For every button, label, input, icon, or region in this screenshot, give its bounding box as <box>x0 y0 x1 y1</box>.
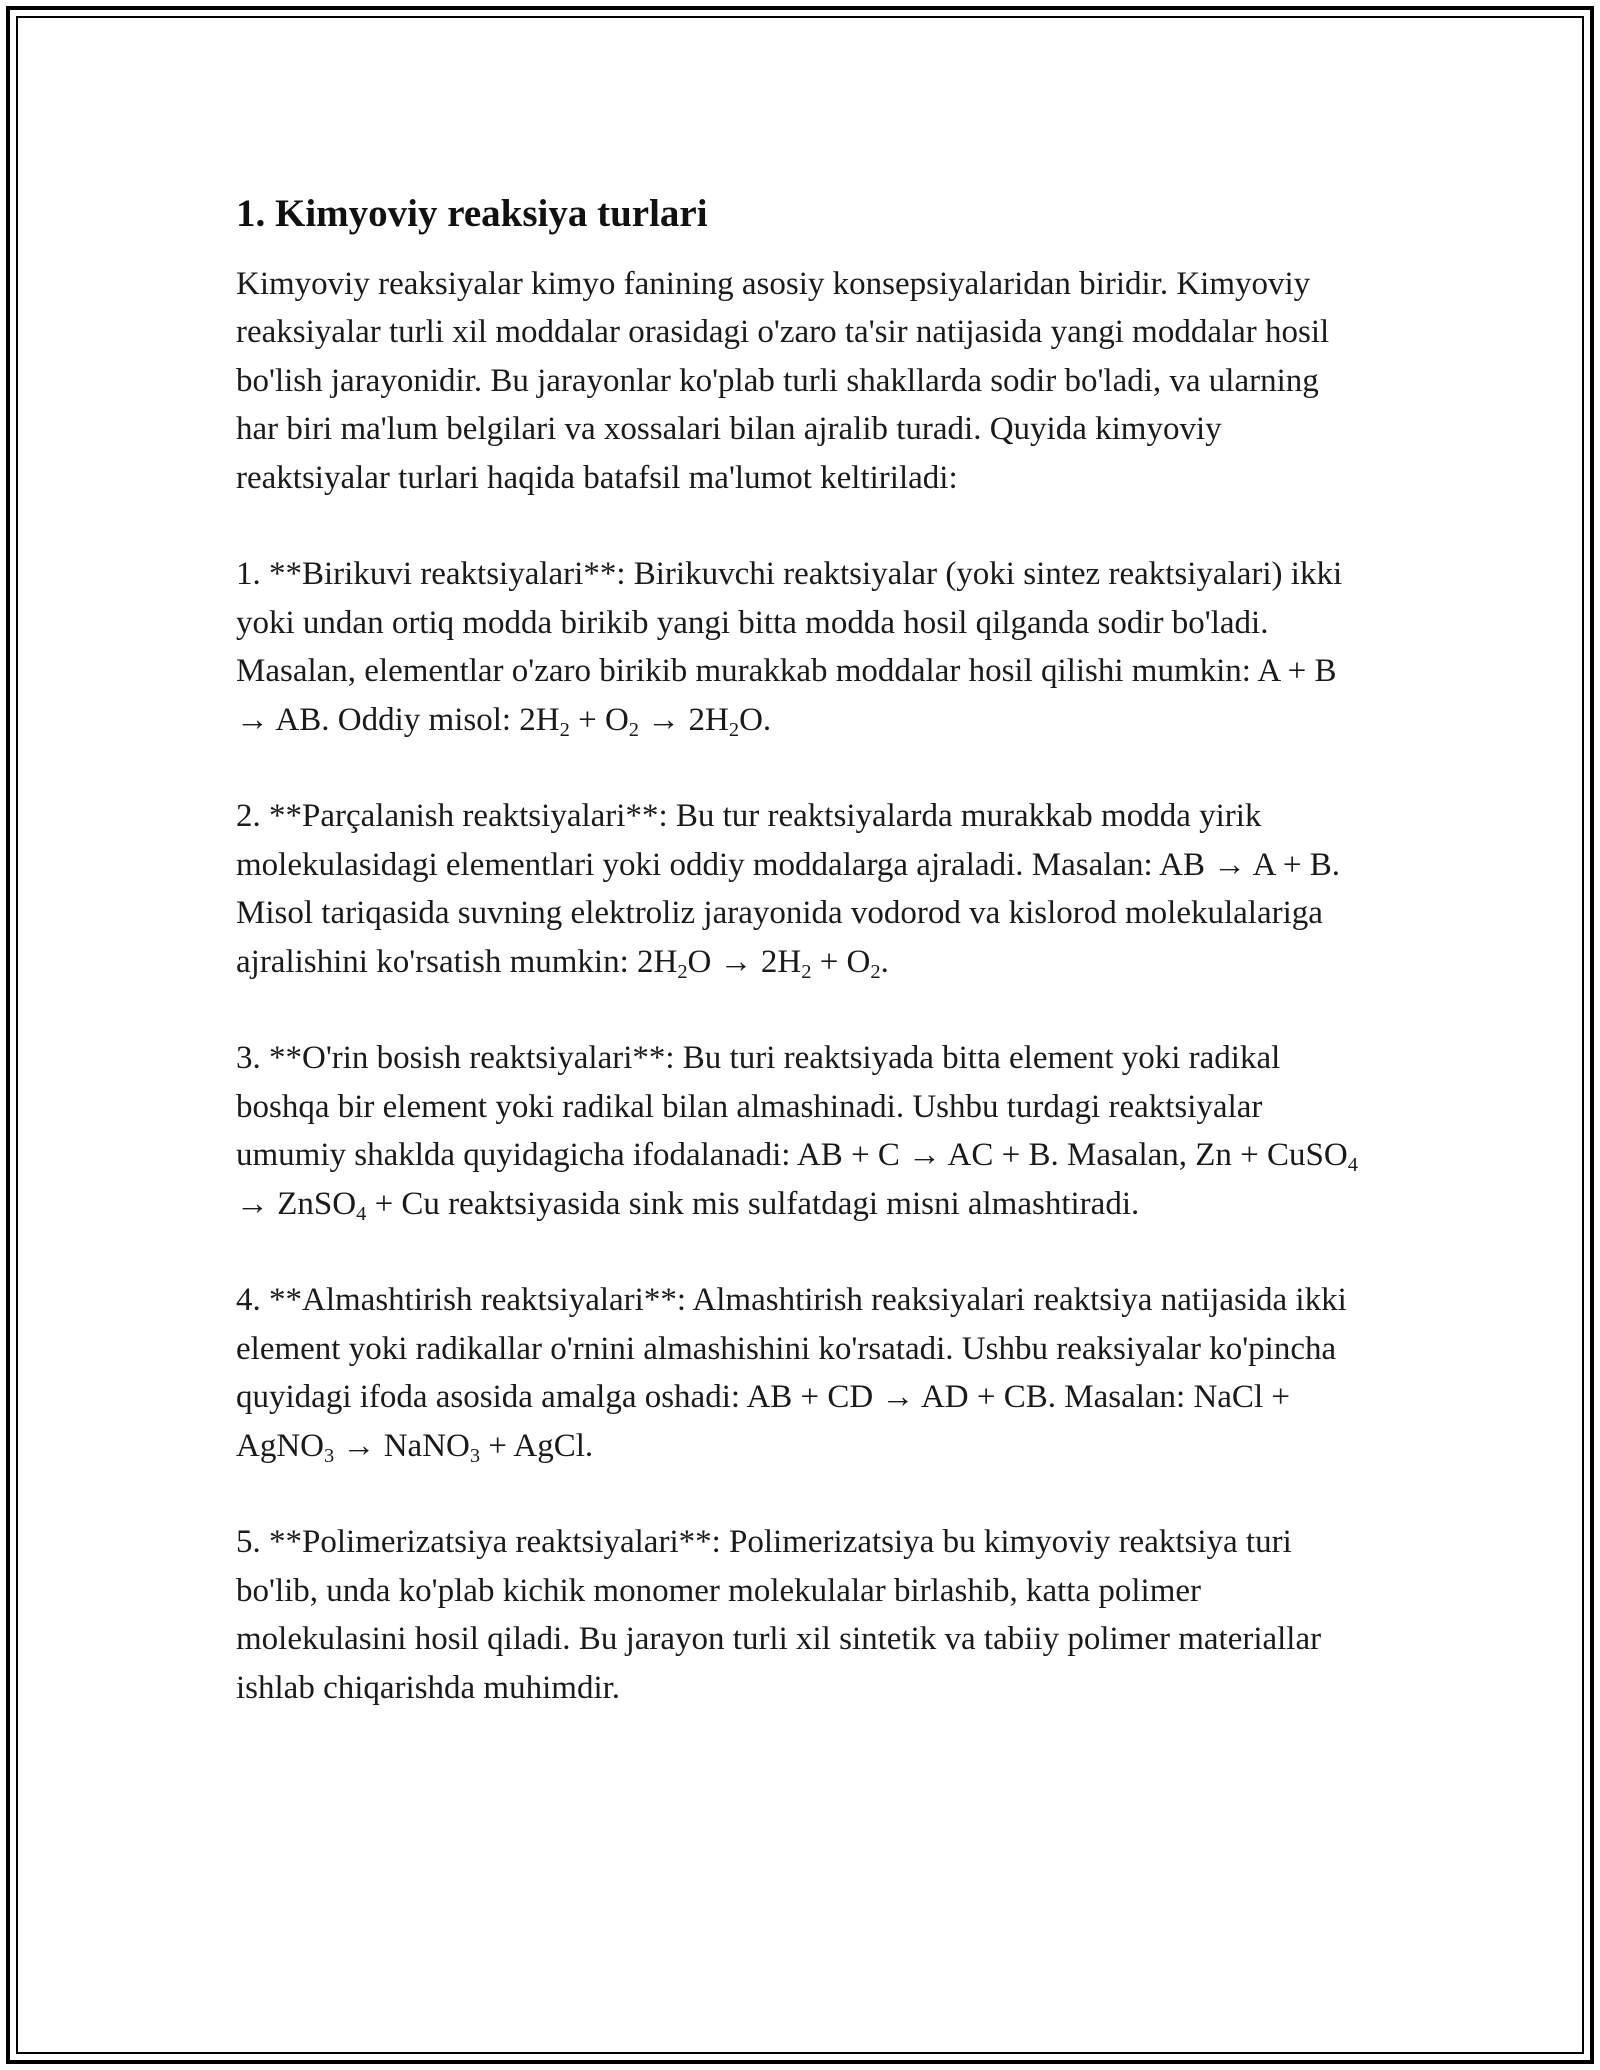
formula-subscript: 4 <box>356 1202 367 1225</box>
paragraph-text: 1. **Birikuvi reaktsiyalari**: Birikuvchi reaktsiyalar (yoki sintez reaktsiyalari) ikki yoki undan ortiq modda birikib yangi bitta modda hosil qilganda sodir bo'ladi. Masalan, elementlar o'zaro birikib murakkab moddalar hosil qilishi mumkin: A + B → AB. Oddiy misol: 2H <box>236 556 1343 738</box>
intro-paragraph <box>236 260 1366 502</box>
paragraph-text: → NaNO <box>334 1427 470 1464</box>
paragraph-polimerizatsiya <box>236 1518 1366 1712</box>
paragraph-text: → 2H <box>639 701 729 738</box>
formula-subscript: 3 <box>324 1444 335 1467</box>
formula-subscript: 2 <box>728 718 740 741</box>
paragraph-birikuvi <box>236 550 1366 744</box>
paragraph-text: + Cu reaktsiyasida sink mis sulfatdagi misni almashtiradi. <box>366 1185 1140 1222</box>
paragraph-text: 5. **Polimerizatsiya reaktsiyalari**: Polimerizatsiya bu kimyoviy reaktsiya turi bo'lib, unda ko'plab kichik monomer molekulalar birlashib, katta polimer molekulasini hosil qiladi. Bu jarayon turli xil sintetik va tabiiy polimer materiallar ishlab chiqarishda muhimdir. <box>236 1524 1322 1706</box>
document-body <box>236 186 1366 1761</box>
paragraph-text: + O <box>569 701 629 738</box>
paragraph-orin-bosish <box>236 1034 1366 1228</box>
paragraph-parcalanish <box>236 792 1366 986</box>
formula-subscript: 2 <box>559 718 570 741</box>
formula-subscript: 2 <box>801 960 812 983</box>
formula-subscript: 3 <box>469 1444 481 1467</box>
paragraph-text: 3. **O'rin bosish reaktsiyalari**: Bu turi reaktsiyada bitta element yoki radikal boshqa bir element yoki radikal bilan almashinadi. Ushbu turdagi reaktsiyalar umumiy shaklda quyidagicha ifodalanadi: AB + C → AC + B. Masalan, Zn + CuSO <box>236 1040 1348 1174</box>
paragraph-text: 4. **Almashtirish reaktsiyalari**: Almashtirish reaksiyalari reaktsiya natijasida ikki element yoki radikallar o'rnini almashishini ko'rsatadi. Ushbu reaksiyalar ko'pincha quyidagi ifoda asosida amalga oshadi: AB + CD → AD + CB. Masalan: NaCl + AgNO <box>236 1282 1347 1464</box>
formula-subscript: 2 <box>870 960 881 983</box>
paragraph-text: O. <box>739 701 772 738</box>
formula-subscript: 4 <box>1347 1154 1358 1177</box>
formula-subscript: 2 <box>628 718 640 741</box>
paragraph-text: + AgCl. <box>480 1427 594 1464</box>
paragraph-text: O → 2H <box>687 943 802 980</box>
paragraph-text: + O <box>811 943 871 980</box>
paragraph-text: Kimyoviy reaksiyalar kimyo fanining asosiy konsepsiyalaridan biridir. Kimyoviy reaksiyalar turli xil moddalar orasidagi o'zaro ta'sir natijasida yangi moddalar hosil bo'lish jarayonidir. Bu jarayonlar ko'plab turli shakllarda sodir bo'ladi, va ularning har biri ma'lum belgilari va xossalari bilan ajralib turadi. Quyida kimyoviy reaktsiyalar turlari haqida batafsil ma'lumot keltiriladi: <box>236 266 1330 496</box>
paragraph-text: . <box>880 943 889 980</box>
page-title: 1. Kimyoviy reaksiya turlari <box>236 192 708 235</box>
paragraph-text: 2. **Parçalanish reaktsiyalari**: Bu tur reaktsiyalarda murakkab modda yirik molekulasidagi elementlari yoki oddiy moddalarga ajraladi. Masalan: AB → A + B. Misol tariqasida suvning elektroliz jarayonida vodorod va kislorod molekulalariga ajralishini ko'rsatish mumkin: 2H <box>236 798 1341 980</box>
formula-subscript: 2 <box>677 960 688 983</box>
paragraph-almashtirish <box>236 1276 1366 1470</box>
paragraph-text: → ZnSO <box>236 1185 357 1222</box>
